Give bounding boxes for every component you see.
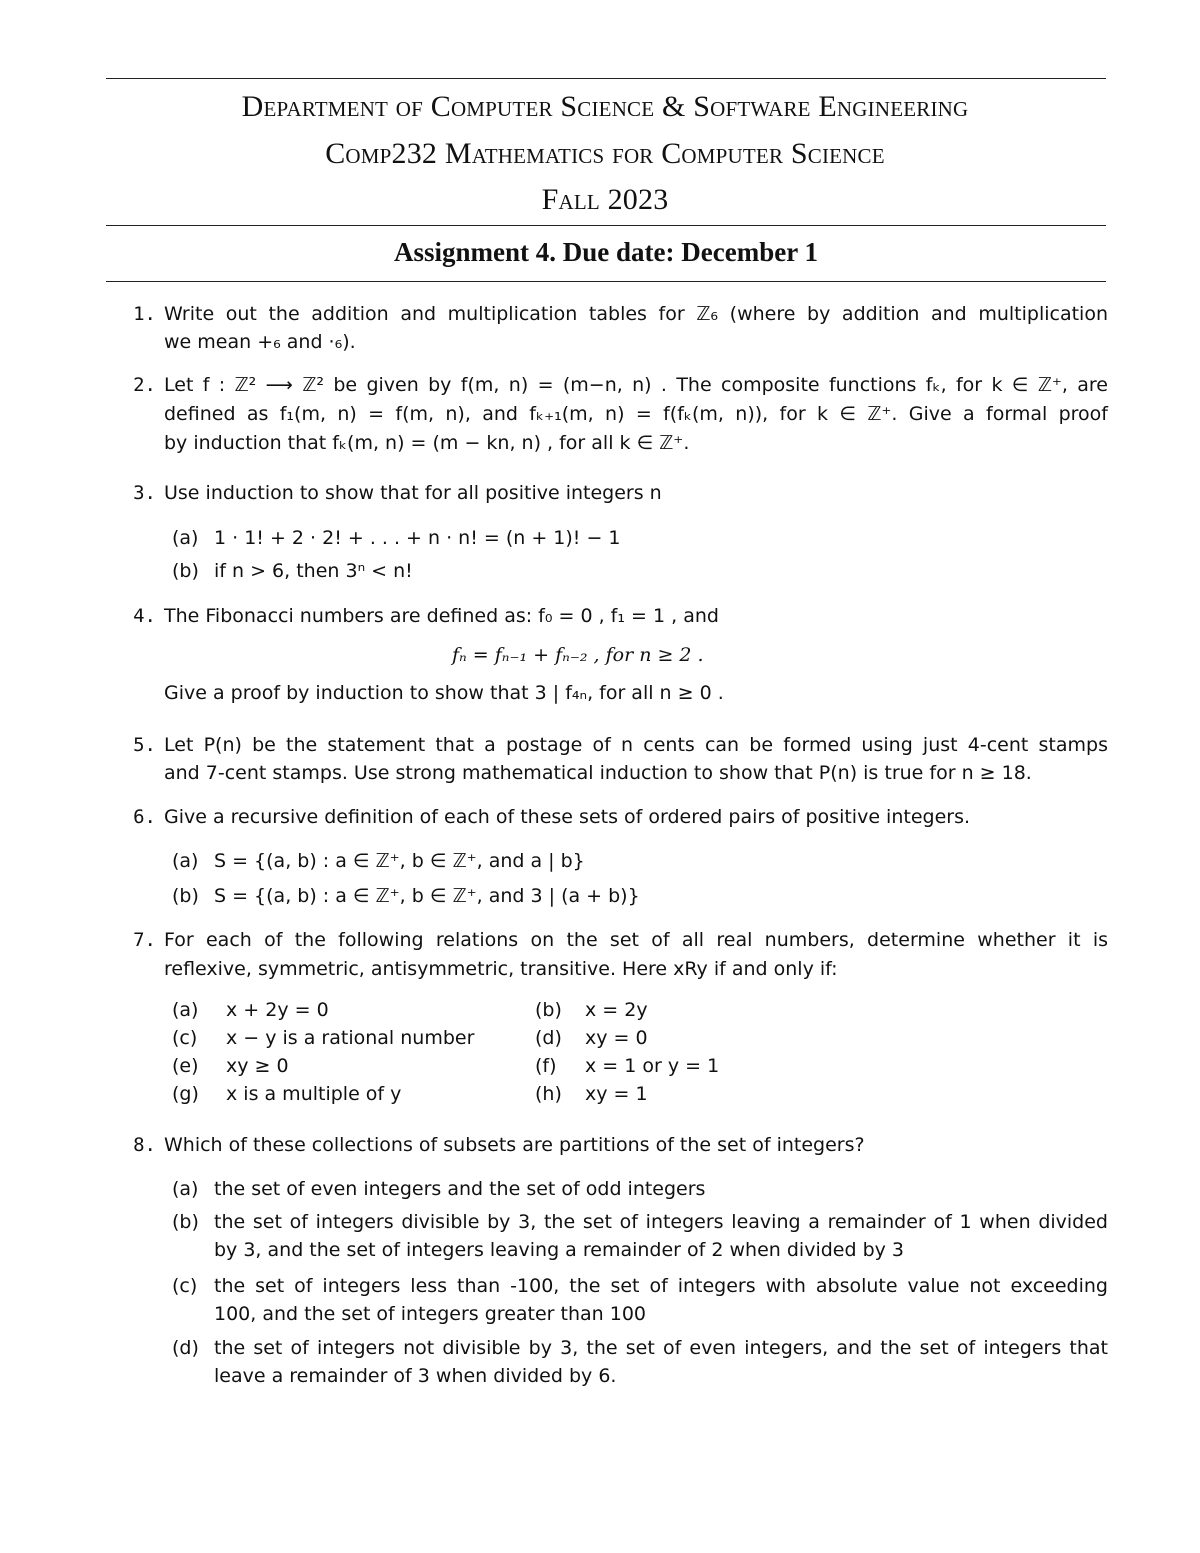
subpart-text: S = {(a, b) : a ∈ ℤ⁺, b ∈ ℤ⁺, and a | b} [214,850,585,872]
question-text: Give a proof by induction to show that 3 | f₄ₙ, for all n ≥ 0 . [164,682,724,704]
term-heading: Fall 2023 [541,183,669,216]
question-number: 8. [133,1134,156,1156]
question-text: and 7-cent stamps. Use strong mathematical induction to show that P(n) is true for n ≥ 18. [164,762,1032,784]
subpart-label: (a) [172,1178,199,1200]
subpart-text: if n > 6, then 3ⁿ < n! [214,560,413,582]
question-number: 3. [133,482,156,504]
fibonacci-equation: fₙ = fₙ₋₁ + fₙ₋₂ , for n ≥ 2 . [452,644,704,666]
subpart-label: (b) [172,885,199,907]
question-text: Which of these collections of subsets are partitions of the set of integers? [164,1134,865,1156]
subpart-text: 100, and the set of integers greater than 100 [214,1303,646,1325]
subpart-text: leave a remainder of 3 when divided by 6. [214,1365,617,1387]
subpart-label: (b) [172,560,199,582]
relation-text: x + 2y = 0 [226,999,329,1021]
relation-text: xy = 1 [585,1083,648,1105]
relation-text: x is a multiple of y [226,1083,402,1105]
question-text: Let f : ℤ² ⟶ ℤ² be given by f(m, n) = (m−n, n) . The composite functions fₖ, for k ∈ ℤ⁺, are [164,374,1108,396]
question-text: Use induction to show that for all positive integers n [164,482,662,504]
relation-text: x = 1 or y = 1 [585,1055,720,1077]
top-rule [106,78,1106,79]
question-text: we mean +₆ and ·₆). [164,331,356,353]
relation-label: (c) [172,1027,198,1049]
subpart-text: S = {(a, b) : a ∈ ℤ⁺, b ∈ ℤ⁺, and 3 | (a + b)} [214,885,640,907]
subpart-label: (b) [172,1211,199,1233]
relation-label: (h) [535,1083,562,1105]
relation-label: (g) [172,1083,199,1105]
question-text: Write out the addition and multiplication tables for ℤ₆ (where by addition and multiplication [164,303,1108,325]
relation-text: xy = 0 [585,1027,648,1049]
question-text: reflexive, symmetric, antisymmetric, transitive. Here xRy if and only if: [164,958,838,980]
subpart-text: 1 · 1! + 2 · 2! + . . . + n · n! = (n + 1)! − 1 [214,527,621,549]
subpart-text: the set of integers less than -100, the set of integers with absolute value not exceeding [214,1275,1108,1297]
subpart-label: (a) [172,850,199,872]
subpart-label: (c) [172,1275,198,1297]
question-number: 4. [133,605,156,627]
subpart-label: (a) [172,527,199,549]
question-text: Give a recursive definition of each of these sets of ordered pairs of positive integers. [164,806,971,828]
subpart-text: the set of even integers and the set of odd integers [214,1178,706,1200]
question-text: Let P(n) be the statement that a postage of n cents can be formed using just 4-cent stamps [164,734,1108,756]
question-text: by induction that fₖ(m, n) = (m − kn, n) , for all k ∈ ℤ⁺. [164,432,690,454]
relation-label: (f) [535,1055,557,1077]
relation-text: x − y is a rational number [226,1027,475,1049]
subpart-text: the set of integers divisible by 3, the set of integers leaving a remainder of 1 when divided [214,1211,1108,1233]
relation-label: (e) [172,1055,199,1077]
question-text: For each of the following relations on the set of all real numbers, determine whether it is [164,929,1108,951]
question-number: 7. [133,929,156,951]
question-number: 2. [133,374,156,396]
title-rule [106,281,1106,282]
subpart-text: the set of integers not divisible by 3, the set of even integers, and the set of integers that [214,1337,1108,1359]
department-heading: Department of Computer Science & Software Engineering [241,90,969,123]
question-text: The Fibonacci numbers are defined as: f₀ = 0 , f₁ = 1 , and [164,605,719,627]
header-rule [106,225,1106,226]
assignment-title: Assignment 4. Due date: December 1 [394,237,818,267]
relation-text: x = 2y [585,999,648,1021]
relation-label: (b) [535,999,562,1021]
question-number: 5. [133,734,156,756]
question-text: defined as f₁(m, n) = f(m, n), and fₖ₊₁(m, n) = f(fₖ(m, n)), for k ∈ ℤ⁺. Give a formal proof [164,403,1108,425]
relation-text: xy ≥ 0 [226,1055,289,1077]
course-heading: Comp232 Mathematics for Computer Science [325,137,885,170]
question-number: 1. [133,303,156,325]
subpart-text: by 3, and the set of integers leaving a remainder of 2 when divided by 3 [214,1239,905,1261]
relation-label: (d) [535,1027,562,1049]
subpart-label: (d) [172,1337,199,1359]
question-number: 6. [133,806,156,828]
relation-label: (a) [172,999,199,1021]
